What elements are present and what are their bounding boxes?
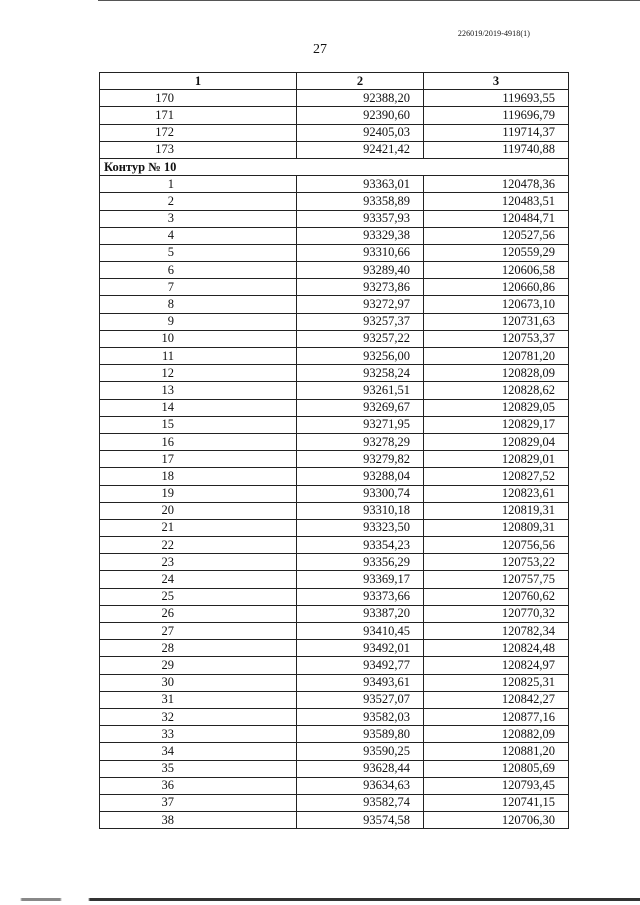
coordinates-table xyxy=(99,72,569,829)
y-coordinate-cell: 119740,88 xyxy=(424,141,569,158)
x-coordinate-cell: 92390,60 xyxy=(297,107,424,124)
x-coordinate-cell: 93387,20 xyxy=(297,605,424,622)
table-row xyxy=(100,571,569,588)
x-coordinate-cell: 92405,03 xyxy=(297,124,424,141)
point-number-cell: 16 xyxy=(100,433,297,450)
y-coordinate-cell: 120881,20 xyxy=(424,743,569,760)
y-coordinate-cell: 120757,75 xyxy=(424,571,569,588)
table-row xyxy=(100,451,569,468)
section-label: Контур № 10 xyxy=(100,158,569,175)
y-coordinate-cell: 120819,31 xyxy=(424,502,569,519)
point-number-cell: 23 xyxy=(100,554,297,571)
point-number-cell: 25 xyxy=(100,588,297,605)
y-coordinate-cell: 120731,63 xyxy=(424,313,569,330)
y-coordinate-cell: 120842,27 xyxy=(424,691,569,708)
table-row xyxy=(100,708,569,725)
y-coordinate-cell: 120484,71 xyxy=(424,210,569,227)
point-number-cell: 19 xyxy=(100,485,297,502)
x-coordinate-cell: 93356,29 xyxy=(297,554,424,571)
point-number-cell: 17 xyxy=(100,451,297,468)
table-row xyxy=(100,812,569,829)
table-row xyxy=(100,296,569,313)
y-coordinate-cell: 120673,10 xyxy=(424,296,569,313)
y-coordinate-cell: 120781,20 xyxy=(424,348,569,365)
table-row xyxy=(100,794,569,811)
table-row xyxy=(100,726,569,743)
x-coordinate-cell: 93492,77 xyxy=(297,657,424,674)
point-number-cell: 171 xyxy=(100,107,297,124)
table-row xyxy=(100,777,569,794)
table-row xyxy=(100,348,569,365)
point-number-cell: 4 xyxy=(100,227,297,244)
x-coordinate-cell: 93329,38 xyxy=(297,227,424,244)
y-coordinate-cell: 120823,61 xyxy=(424,485,569,502)
table-row xyxy=(100,279,569,296)
point-number-cell: 32 xyxy=(100,708,297,725)
y-coordinate-cell: 120753,37 xyxy=(424,330,569,347)
x-coordinate-cell: 93493,61 xyxy=(297,674,424,691)
table-row xyxy=(100,382,569,399)
x-coordinate-cell: 93300,74 xyxy=(297,485,424,502)
y-coordinate-cell: 120829,04 xyxy=(424,433,569,450)
x-coordinate-cell: 93373,66 xyxy=(297,588,424,605)
x-coordinate-cell: 93628,44 xyxy=(297,760,424,777)
table-header-row xyxy=(100,73,569,90)
document-number: 226019/2019-4918(1) xyxy=(457,29,530,38)
y-coordinate-cell: 120478,36 xyxy=(424,176,569,193)
x-coordinate-cell: 93257,37 xyxy=(297,313,424,330)
table-row xyxy=(100,640,569,657)
x-coordinate-cell: 92388,20 xyxy=(297,90,424,107)
point-number-cell: 21 xyxy=(100,519,297,536)
x-coordinate-cell: 93273,86 xyxy=(297,279,424,296)
x-coordinate-cell: 93582,74 xyxy=(297,794,424,811)
point-number-cell: 36 xyxy=(100,777,297,794)
y-coordinate-cell: 120741,15 xyxy=(424,794,569,811)
x-coordinate-cell: 93369,17 xyxy=(297,571,424,588)
table-row xyxy=(100,743,569,760)
point-number-cell: 29 xyxy=(100,657,297,674)
y-coordinate-cell: 120829,17 xyxy=(424,416,569,433)
point-number-cell: 31 xyxy=(100,691,297,708)
y-coordinate-cell: 120782,34 xyxy=(424,623,569,640)
point-number-cell: 170 xyxy=(100,90,297,107)
y-coordinate-cell: 120706,30 xyxy=(424,812,569,829)
point-number-cell: 18 xyxy=(100,468,297,485)
x-coordinate-cell: 93261,51 xyxy=(297,382,424,399)
x-coordinate-cell: 93279,82 xyxy=(297,451,424,468)
table-row xyxy=(100,262,569,279)
x-coordinate-cell: 93358,89 xyxy=(297,193,424,210)
y-coordinate-cell: 120559,29 xyxy=(424,244,569,261)
point-number-cell: 6 xyxy=(100,262,297,279)
x-coordinate-cell: 93269,67 xyxy=(297,399,424,416)
y-coordinate-cell: 120753,22 xyxy=(424,554,569,571)
y-coordinate-cell: 120827,52 xyxy=(424,468,569,485)
x-coordinate-cell: 93634,63 xyxy=(297,777,424,794)
point-number-cell: 15 xyxy=(100,416,297,433)
table-row xyxy=(100,605,569,622)
point-number-cell: 9 xyxy=(100,313,297,330)
top-rule xyxy=(98,0,640,1)
table-row xyxy=(100,124,569,141)
x-coordinate-cell: 93527,07 xyxy=(297,691,424,708)
table-row xyxy=(100,468,569,485)
column-header-3: 3 xyxy=(424,73,569,90)
y-coordinate-cell: 120770,32 xyxy=(424,605,569,622)
x-coordinate-cell: 93363,01 xyxy=(297,176,424,193)
point-number-cell: 28 xyxy=(100,640,297,657)
table-row xyxy=(100,210,569,227)
point-number-cell: 14 xyxy=(100,399,297,416)
point-number-cell: 33 xyxy=(100,726,297,743)
table-row xyxy=(100,313,569,330)
point-number-cell: 20 xyxy=(100,502,297,519)
x-coordinate-cell: 93310,18 xyxy=(297,502,424,519)
bottom-rule xyxy=(0,898,640,901)
table-row xyxy=(100,141,569,158)
y-coordinate-cell: 120828,09 xyxy=(424,365,569,382)
point-number-cell: 27 xyxy=(100,623,297,640)
x-coordinate-cell: 93582,03 xyxy=(297,708,424,725)
y-coordinate-cell: 119714,37 xyxy=(424,124,569,141)
y-coordinate-cell: 120824,48 xyxy=(424,640,569,657)
y-coordinate-cell: 120760,62 xyxy=(424,588,569,605)
table-row xyxy=(100,330,569,347)
x-coordinate-cell: 93288,04 xyxy=(297,468,424,485)
table-row xyxy=(100,244,569,261)
table-row xyxy=(100,485,569,502)
x-coordinate-cell: 93357,93 xyxy=(297,210,424,227)
y-coordinate-cell: 120877,16 xyxy=(424,708,569,725)
table-row xyxy=(100,691,569,708)
point-number-cell: 38 xyxy=(100,812,297,829)
column-header-1: 1 xyxy=(100,73,297,90)
x-coordinate-cell: 93258,24 xyxy=(297,365,424,382)
x-coordinate-cell: 93310,66 xyxy=(297,244,424,261)
table-row xyxy=(100,227,569,244)
point-number-cell: 2 xyxy=(100,193,297,210)
point-number-cell: 172 xyxy=(100,124,297,141)
y-coordinate-cell: 120829,01 xyxy=(424,451,569,468)
x-coordinate-cell: 93354,23 xyxy=(297,537,424,554)
point-number-cell: 173 xyxy=(100,141,297,158)
y-coordinate-cell: 120809,31 xyxy=(424,519,569,536)
table-row xyxy=(100,554,569,571)
x-coordinate-cell: 93257,22 xyxy=(297,330,424,347)
x-coordinate-cell: 93278,29 xyxy=(297,433,424,450)
table-row xyxy=(100,657,569,674)
x-coordinate-cell: 93589,80 xyxy=(297,726,424,743)
y-coordinate-cell: 120483,51 xyxy=(424,193,569,210)
table-row xyxy=(100,623,569,640)
table-row xyxy=(100,399,569,416)
y-coordinate-cell: 120825,31 xyxy=(424,674,569,691)
point-number-cell: 22 xyxy=(100,537,297,554)
table-row xyxy=(100,519,569,536)
table-row xyxy=(100,537,569,554)
table-row xyxy=(100,193,569,210)
table-row xyxy=(100,760,569,777)
point-number-cell: 37 xyxy=(100,794,297,811)
y-coordinate-cell: 120660,86 xyxy=(424,279,569,296)
point-number-cell: 3 xyxy=(100,210,297,227)
point-number-cell: 13 xyxy=(100,382,297,399)
table-row xyxy=(100,674,569,691)
table-row xyxy=(100,107,569,124)
column-header-2: 2 xyxy=(297,73,424,90)
point-number-cell: 5 xyxy=(100,244,297,261)
y-coordinate-cell: 120756,56 xyxy=(424,537,569,554)
point-number-cell: 10 xyxy=(100,330,297,347)
x-coordinate-cell: 93272,97 xyxy=(297,296,424,313)
x-coordinate-cell: 93323,50 xyxy=(297,519,424,536)
table-row xyxy=(100,416,569,433)
table-row xyxy=(100,176,569,193)
y-coordinate-cell: 119696,79 xyxy=(424,107,569,124)
x-coordinate-cell: 92421,42 xyxy=(297,141,424,158)
x-coordinate-cell: 93590,25 xyxy=(297,743,424,760)
point-number-cell: 24 xyxy=(100,571,297,588)
point-number-cell: 7 xyxy=(100,279,297,296)
y-coordinate-cell: 120606,58 xyxy=(424,262,569,279)
table-row xyxy=(100,433,569,450)
table-row xyxy=(100,365,569,382)
y-coordinate-cell: 120805,69 xyxy=(424,760,569,777)
x-coordinate-cell: 93410,45 xyxy=(297,623,424,640)
section-row xyxy=(100,158,569,175)
coordinates-table-body xyxy=(100,73,569,829)
y-coordinate-cell: 120793,45 xyxy=(424,777,569,794)
point-number-cell: 35 xyxy=(100,760,297,777)
point-number-cell: 26 xyxy=(100,605,297,622)
y-coordinate-cell: 119693,55 xyxy=(424,90,569,107)
x-coordinate-cell: 93271,95 xyxy=(297,416,424,433)
y-coordinate-cell: 120828,62 xyxy=(424,382,569,399)
point-number-cell: 12 xyxy=(100,365,297,382)
y-coordinate-cell: 120824,97 xyxy=(424,657,569,674)
x-coordinate-cell: 93289,40 xyxy=(297,262,424,279)
table-row xyxy=(100,90,569,107)
table-row xyxy=(100,588,569,605)
point-number-cell: 1 xyxy=(100,176,297,193)
x-coordinate-cell: 93492,01 xyxy=(297,640,424,657)
point-number-cell: 30 xyxy=(100,674,297,691)
y-coordinate-cell: 120829,05 xyxy=(424,399,569,416)
y-coordinate-cell: 120882,09 xyxy=(424,726,569,743)
point-number-cell: 8 xyxy=(100,296,297,313)
page-number: 27 xyxy=(313,42,327,57)
y-coordinate-cell: 120527,56 xyxy=(424,227,569,244)
x-coordinate-cell: 93574,58 xyxy=(297,812,424,829)
table-row xyxy=(100,502,569,519)
point-number-cell: 34 xyxy=(100,743,297,760)
point-number-cell: 11 xyxy=(100,348,297,365)
x-coordinate-cell: 93256,00 xyxy=(297,348,424,365)
